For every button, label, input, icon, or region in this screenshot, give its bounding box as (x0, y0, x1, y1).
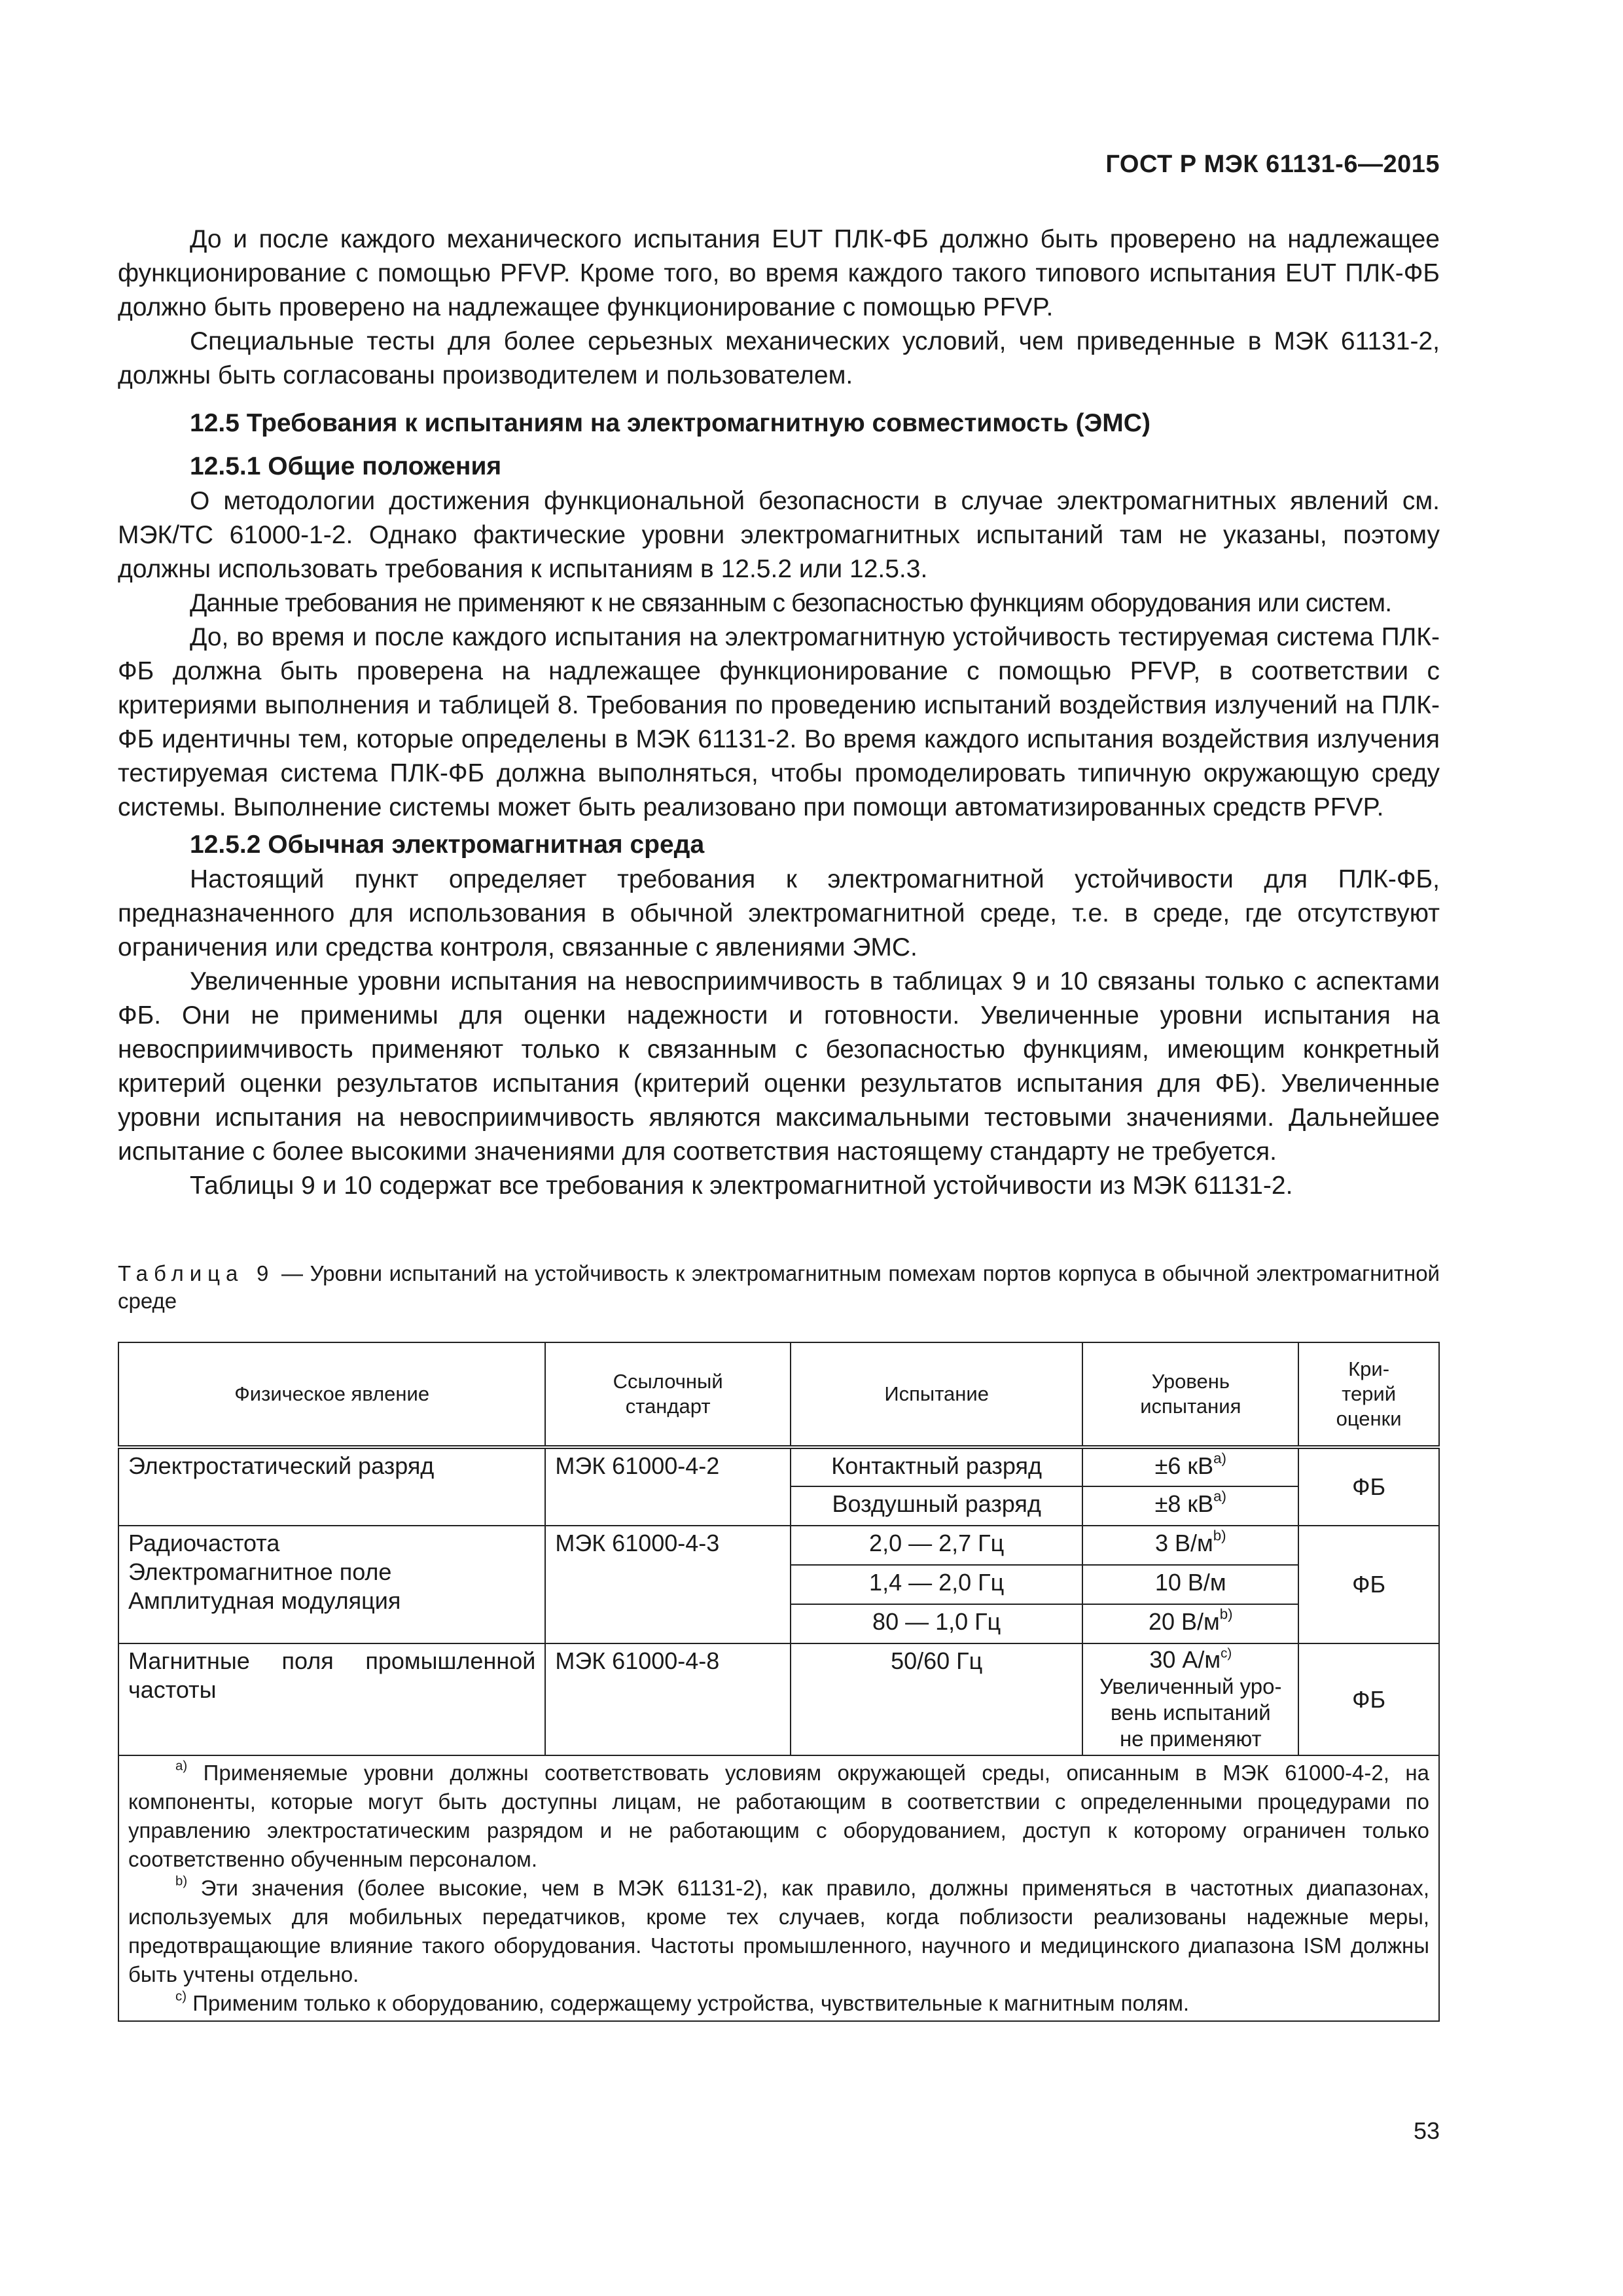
paragraph: Таблицы 9 и 10 содержат все требования к электромагнитной устойчивости из МЭК 61131-2. (190, 1172, 1293, 1200)
cell-level: 30 $А/м^{c)}$ Увеличенный уро- вень испытаний не применяют (1082, 1643, 1298, 1755)
paragraph: Данные требования не применяют к не связанным с безопасностью функциям оборудования или систем. (190, 589, 1392, 617)
cell-criterion: ФБ (1298, 1526, 1439, 1643)
header-test: Испытание (791, 1342, 1082, 1447)
table-caption-label: Таблица 9 (118, 1261, 275, 1285)
table-row (118, 1447, 1439, 1486)
paragraph: Специальные тесты для более серьезных механических условий, чем приведенные в МЭК 61131-2, должны быть согласованы производителем и пользователем. (118, 327, 1440, 389)
cell-criterion: ФБ (1298, 1447, 1439, 1526)
header-phenomenon: Физическое явление (118, 1342, 545, 1447)
header-standard: Ссылочный стандарт (545, 1342, 791, 1447)
cell-phenomenon: Радиочастота Электромагнитное поле Амплитудная модуляция (118, 1526, 545, 1643)
table-caption-text: — Уровни испытаний на устойчивость к электромагнитным помехам портов корпуса в обычной электромагнитной среде (118, 1261, 1440, 1313)
cell-criterion: ФБ (1298, 1643, 1439, 1755)
cell-test: 1,4 — 2,0 Гц (791, 1565, 1082, 1604)
table-row (118, 1526, 1439, 1565)
note-c: $^{c)}$ Применим только к оборудованию, содержащему устройства, чувствительные к магнитным полям. (175, 1988, 1190, 2015)
cell-level: 10 В/м (1082, 1565, 1298, 1604)
cell-test: Воздушный разряд (791, 1486, 1082, 1526)
cell-phenomenon: Магнитные поля промышленной частоты (118, 1643, 545, 1755)
cell-standard: МЭК 61000-4-3 (545, 1526, 791, 1643)
cell-level: ±8 $кВ^{a)}$ (1082, 1486, 1298, 1526)
table-notes-row (118, 1755, 1439, 2021)
paragraph: До и после каждого механического испытания EUT ПЛК-ФБ должно быть проверено на надлежащее функционирование с помощью PFVP. Кроме того, во время каждого такого типового испытания EUT ПЛК-ФБ должно быть проверено на надлежащее функционирование с помощью PFVP. (118, 225, 1440, 321)
paragraph: О методологии достижения функциональной безопасности в случае электромагнитных явлений см. МЭК/ТС 61000-1-2. Однако фактические уровни электромагнитных испытаний там не указаны, поэтому должны использовать требования к испытаниям в 12.5.2 или 12.5.3. (118, 487, 1440, 583)
cell-standard: МЭК 61000-4-2 (545, 1447, 791, 1526)
cell-test: Контактный разряд (791, 1447, 1082, 1486)
section-heading-12-5: 12.5 Требования к испытаниям на электромагнитную совместимость (ЭМС) (190, 409, 1150, 437)
header-level: Уровень испытания (1082, 1342, 1298, 1447)
table-row (118, 1643, 1439, 1755)
cell-level: 20 $В/м^{b)}$ (1082, 1604, 1298, 1643)
table-caption (118, 1260, 1440, 1315)
document-header: ГОСТ Р МЭК 61131-6—2015 (1105, 151, 1440, 178)
paragraph: Настоящий пункт определяет требования к электромагнитной устойчивости для ПЛК-ФБ, предназначенного для использования в обычной электромагнитной среде, т.е. в среде, где отсутствуют ограничения или средства контроля, связанные с явлениями ЭМС. (118, 865, 1440, 961)
cell-test: 80 — 1,0 Гц (791, 1604, 1082, 1643)
cell-standard: МЭК 61000-4-8 (545, 1643, 791, 1755)
page-number: 53 (1413, 2117, 1440, 2144)
paragraph: Увеличенные уровни испытания на невосприимчивость в таблицах 9 и 10 связаны только с аспектами ФБ. Они не применимы для оценки надежности и готовности. Увеличенные уровни испытания на невосприимчивость применяют только к связанным с безопасностью функциям, имеющим конкретный критерий оценки результатов испытания (критерий оценки результатов испытания для ФБ). Увеличенные уровни испытания на невосприимчивость являются максимальными тестовыми значениями. Дальнейшее испытание с более высокими значениями для соответствия настоящему стандарту не требуется. (118, 967, 1440, 1166)
header-criterion: Кри- терий оценки (1298, 1342, 1439, 1447)
note-a: $^{a)}$ Применяемые уровни должны соответствовать условиям окружающей среды, описанным в МЭК 61000-4-2, на компоненты, которые могут быть доступны лицам, не работающим в соответствии с определенными процедурами по управлению электростатическим разрядом и не работающим с оборудованием, доступ к которому ограничен только соответственно обученным персоналом. (128, 1758, 1429, 1871)
emc-immunity-table (118, 1342, 1440, 2022)
paragraph: До, во время и после каждого испытания на электромагнитную устойчивость тестируемая система ПЛК-ФБ должна быть проверена на надлежащее функционирование с помощью PFVP, в соответствии с критериями выполнения и таблицей 8. Требования по проведению испытаний воздействия излучений на ПЛК-ФБ идентичны тем, которые определены в МЭК 61131-2. Во время каждого испытания воздействия излучения тестируемая система ПЛК-ФБ должна выполняться, чтобы промоделировать типичную окружающую среду системы. Выполнение системы может быть реализовано при помощи автоматизированных средств PFVP. (118, 623, 1440, 821)
cell-test: 50/60 Гц (791, 1643, 1082, 1755)
section-heading-12-5-2: 12.5.2 Обычная электромагнитная среда (190, 831, 705, 859)
table-notes (118, 1755, 1439, 2021)
section-heading-12-5-1: 12.5.1 Общие положения (190, 452, 502, 480)
document-page (118, 0, 1440, 2296)
cell-level: 3 $В/м^{b)}$ (1082, 1526, 1298, 1565)
cell-phenomenon: Электростатический разряд (118, 1447, 545, 1526)
cell-level: ±6 $кВ^{a)}$ (1082, 1447, 1298, 1486)
body-text (118, 223, 1440, 1203)
cell-test: 2,0 — 2,7 Гц (791, 1526, 1082, 1565)
note-b: $^{b)}$ Эти значения (более высокие, чем в МЭК 61131-2), как правило, должны применяться в частотных диапазонах, используемых для мобильных передатчиков, кроме тех случаев, когда поблизости реализованы надежные меры, предотвращающие влияние такого оборудования. Частоты промышленного, научного и медицинского диапазона ISM должны быть учтены отдельно. (128, 1873, 1429, 1986)
